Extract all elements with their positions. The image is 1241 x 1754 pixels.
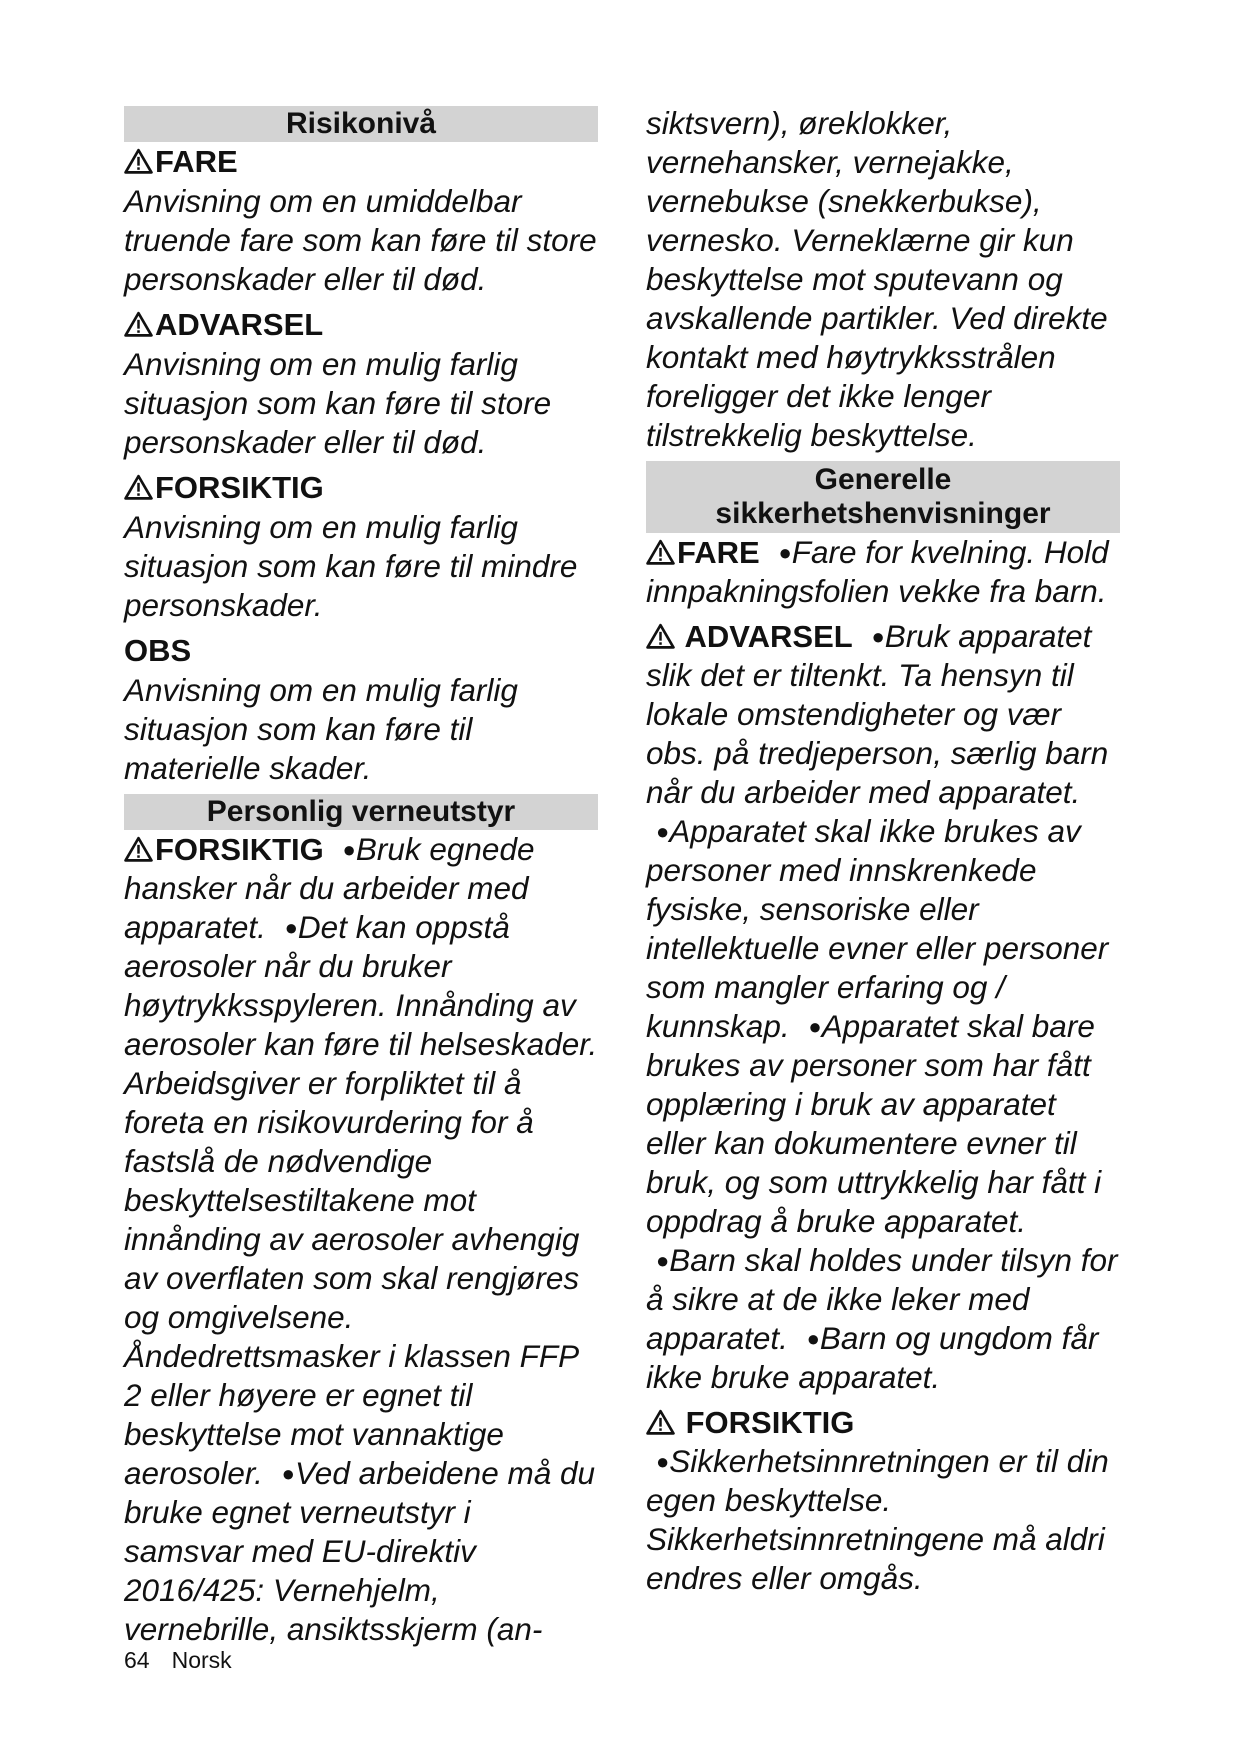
warning-description: Anvisning om en mulig farlig situasjon som kan føre til store personskader eller til død. [124, 346, 552, 460]
section-header-risk-level: Risikonivå [124, 106, 598, 142]
warning-label [124, 305, 598, 345]
general-danger-paragraph [646, 533, 1120, 611]
ppe-bullet-3-continued: siktsvern), øreklokker, vernehansker, vernejakke, vernebukse (snekkerbukse), vernesko. Verneklærne gir kun beskyttelse mot sputevann og avskallende partikler. Ved direkte kontakt med høytrykksstrålen foreligger det ikke lenger tilstrekkelig beskyttelse. [646, 105, 1108, 453]
general-warning-paragraph [646, 617, 1120, 1397]
warning-triangle-icon [646, 539, 675, 565]
caution-description: Anvisning om en mulig farlig situasjon som kan føre til mindre personskader. [124, 509, 578, 623]
ppe-bullet-1: Bruk egnede hansker når du arbeider med apparatet. [124, 831, 535, 945]
general-safety-header-line-1: Generelle [814, 463, 952, 496]
bullet-icon: ● [778, 540, 792, 565]
general-warning-label [646, 619, 853, 654]
left-column [124, 106, 598, 1649]
ppe-bullet-3-start: Ved arbeidene må du bruke egnet verneutstyr i samsvar med EU-direktiv 2016/425: Vernehjelm, vernebrille, ansiktsskjerm (an- [124, 1455, 596, 1647]
caution-label [124, 468, 598, 508]
general-danger-label [646, 535, 760, 570]
warning-triangle-icon [124, 474, 153, 500]
general-danger-label-text: FARE [677, 535, 760, 570]
general-caution-bullet-1: Sikkerhetsinnretningen er til din egen beskyttelse. Sikkerhetsinnretningene må aldri endres eller omgås. [646, 1443, 1109, 1596]
bullet-icon: ● [656, 819, 670, 844]
page-footer [124, 1646, 254, 1674]
bullet-icon: ● [656, 1248, 670, 1273]
general-caution-label-text: FORSIKTIG [685, 1405, 855, 1440]
section-header-personal-protective-equipment: Personlig verneutstyr [124, 794, 598, 830]
ppe-bullet-2: Det kan oppstå aerosoler når du bruker høytrykksspyleren. Innånding av aerosoler kan føre til helseskader. Arbeidsgiver er forpliktet til å foreta en risikovurdering for å fastslå de nødvendige beskyttelsestiltakene mot innånding av aerosoler avhengig av overflaten som skal rengjøres og omgivelsene. Åndedrettsmasker i klassen FFP 2 eller høyere er egnet til beskyttelse mot vannaktige aerosoler. [124, 909, 598, 1491]
general-danger-text: Fare for kvelning. Hold innpakningsfolien vekke fra barn. [646, 534, 1109, 609]
notice-description: Anvisning om en mulig farlig situasjon som kan føre til materielle skader. [124, 672, 518, 786]
general-safety-header-line-2: sikkerhetshenvisninger [715, 497, 1051, 530]
general-warning-label-text: ADVARSEL [684, 619, 853, 654]
bullet-icon: ● [871, 624, 885, 649]
bullet-icon: ● [808, 1014, 822, 1039]
warning-triangle-icon [124, 836, 153, 862]
notice-label: OBS [124, 633, 192, 668]
danger-description: Anvisning om en umiddelbar truende fare som kan føre til store personskader eller til død. [124, 183, 597, 297]
warning-triangle-icon [646, 1409, 675, 1435]
general-warning-bullet-5: Barn og ungdom får ikke bruke apparatet. [646, 1320, 1099, 1395]
bullet-icon: ● [656, 1449, 670, 1474]
caution-label-text: FORSIKTIG [155, 470, 324, 505]
warning-label-text: ADVARSEL [155, 307, 324, 342]
ppe-paragraph [124, 830, 598, 1649]
section-header-general-safety [646, 461, 1120, 533]
general-warning-bullet-2: Apparatet skal ikke brukes av personer med innskrenkede fysiske, sensoriske eller intellektuelle evner eller personer som mangler erfaring og / kunnskap. [646, 813, 1109, 1044]
bullet-icon: ● [284, 915, 298, 940]
danger-label [124, 142, 598, 182]
warning-triangle-icon [646, 623, 675, 649]
general-warning-bullet-4: Barn skal holdes under tilsyn for å sikre at de ikke leker med apparatet. [646, 1242, 1118, 1356]
warning-triangle-icon [124, 148, 153, 174]
warning-triangle-icon [124, 311, 153, 337]
danger-label-text: FARE [155, 144, 238, 179]
general-caution-label [646, 1405, 854, 1440]
bullet-icon: ● [342, 837, 356, 862]
ppe-caution-label-text: FORSIKTIG [155, 832, 324, 867]
right-column [646, 104, 1120, 1604]
general-caution-paragraph [646, 1403, 1120, 1598]
bullet-icon: ● [806, 1326, 820, 1351]
ppe-caution-label [124, 832, 324, 867]
general-warning-bullet-1: Bruk apparatet slik det er tiltenkt. Ta hensyn til lokale omstendigheter og vær obs. på tredjeperson, særlig barn når du arbeider med apparatet. [646, 618, 1109, 810]
page-number: 64 [124, 1647, 150, 1673]
general-warning-bullet-3: Apparatet skal bare brukes av personer som har fått opplæring i bruk av apparatet eller kan dokumentere evner til bruk, og som uttrykkelig har fått i oppdrag å bruke apparatet. [646, 1008, 1102, 1239]
bullet-icon: ● [281, 1461, 295, 1486]
language-label: Norsk [171, 1647, 232, 1673]
